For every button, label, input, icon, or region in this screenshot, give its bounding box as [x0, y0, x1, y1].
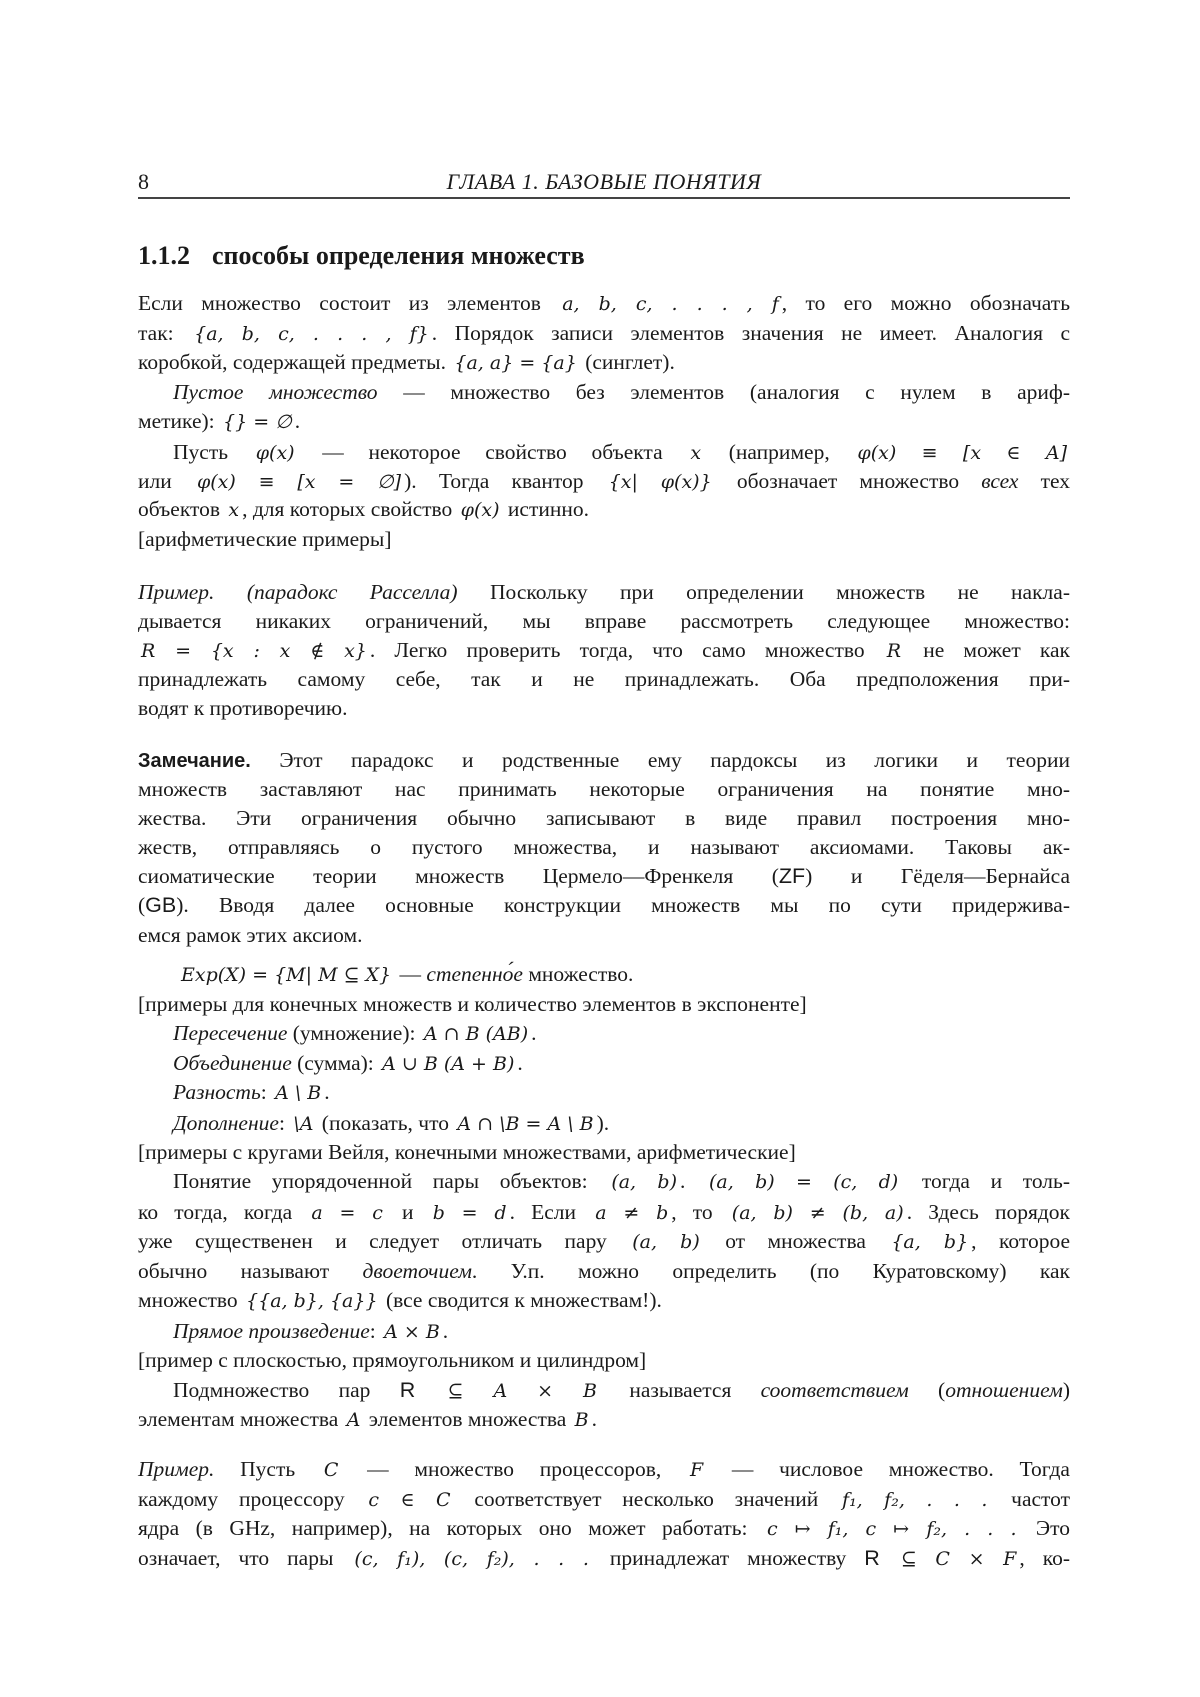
text-line: [138, 577, 1070, 607]
text-segment: принадлежат множеству: [592, 1546, 864, 1570]
text-segment: не может как: [904, 638, 1070, 662]
math-expression: ⊆ C × F: [898, 1548, 1020, 1570]
text-segment: ко тогда, когда: [138, 1200, 308, 1224]
math-expression: {a, b, c, . . . , f}: [191, 323, 432, 345]
emphasis-text: двоеточием: [363, 1259, 472, 1283]
text-segment: или: [138, 469, 194, 493]
text-segment: (: [138, 893, 145, 917]
math-expression: Exp(X) = {M| M ⊆ X}: [178, 964, 394, 986]
text-segment: множество: [138, 1288, 243, 1312]
text-segment: Если множество состоит из элементов: [138, 291, 559, 315]
math-expression: {{a, b}, {a}}: [243, 1290, 381, 1312]
text-segment: , ко-: [1019, 1546, 1070, 1570]
text-segment: называется: [600, 1378, 761, 1402]
text-line: [173, 1077, 1070, 1107]
text-line: [173, 1108, 1070, 1138]
text-line: [173, 1166, 1070, 1196]
text-line: [173, 1375, 1070, 1405]
text-segment: .: [324, 1080, 329, 1104]
text-segment: . Здесь порядок: [907, 1200, 1070, 1224]
running-title: ГЛАВА 1. БАЗОВЫЕ ПОНЯТИЯ: [138, 169, 1070, 195]
text-segment: тех: [1018, 469, 1070, 493]
text-segment: обозначает множество: [715, 469, 982, 493]
bold-label: Замечание.: [138, 750, 251, 772]
math-expression: c ∈ C: [365, 1489, 453, 1511]
math-expression: A ∩ \B = A \ B: [454, 1113, 596, 1135]
text-segment: ): [1063, 1378, 1070, 1402]
text-segment: , то: [671, 1200, 729, 1224]
text-segment: ). Тогда квантор: [404, 469, 606, 493]
text-segment: [пример с плоскостью, прямоугольником и цилиндром]: [138, 1348, 646, 1372]
text-line: [138, 989, 1070, 1019]
math-expression: a ≠ b: [592, 1202, 671, 1224]
text-line: [138, 920, 1070, 950]
text-segment: . У.п. можно определить (по Куратовскому) как: [472, 1259, 1070, 1283]
text-segment: от множества: [703, 1229, 889, 1253]
text-line: [173, 1316, 1070, 1346]
text-line: [138, 1256, 1070, 1286]
text-segment: GB: [145, 893, 176, 917]
header-rule: [138, 197, 1070, 199]
text-line: [138, 1543, 1070, 1573]
text-line: [138, 466, 1070, 496]
text-segment: (сумма):: [292, 1051, 379, 1075]
text-line: [138, 494, 1070, 524]
text-segment: — множество процессоров,: [341, 1457, 687, 1481]
emphasis-text: Пересечение: [173, 1021, 287, 1045]
text-segment: .: [295, 409, 300, 433]
text-segment: , то его можно обозначать: [782, 291, 1070, 315]
text-segment: :: [370, 1319, 381, 1343]
text-segment: — числовое множество. Тогда: [706, 1457, 1070, 1481]
text-line: [173, 1018, 1070, 1048]
text-segment: ядра (в GHz, например), на которых оно может работать:: [138, 1516, 764, 1540]
text-segment: соответствует несколько значений: [454, 1487, 839, 1511]
math-expression: {x| φ(x)}: [606, 471, 715, 493]
text-segment: ) и Гёделя—Бернайса: [805, 864, 1070, 888]
text-segment: [примеры для конечных множеств и количество элементов в экспоненте]: [138, 992, 807, 1016]
emphasis-text: соответствием: [761, 1378, 909, 1402]
text-segment: Пусть: [173, 440, 253, 464]
math-expression: (c, f₁), (c, f₂), . . .: [351, 1548, 592, 1570]
text-line: [138, 1285, 1070, 1315]
emphasis-text: степенно́е: [426, 962, 523, 986]
text-line: [138, 664, 1070, 694]
math-expression: φ(x) ≡ [x = ∅]: [194, 471, 404, 493]
text-segment: — множество без элементов (аналогия с нулем в ариф-: [378, 380, 1070, 404]
math-expression: C: [321, 1459, 342, 1481]
math-expression: x: [225, 499, 242, 521]
math-expression: (a, b): [629, 1231, 702, 1253]
text-segment: метике):: [138, 409, 220, 433]
math-expression: (a, b): [608, 1171, 680, 1193]
text-line: [138, 288, 1070, 318]
text-segment: (показать, что: [316, 1111, 454, 1135]
text-segment: ZF: [779, 864, 805, 888]
math-expression: φ(x): [458, 499, 503, 521]
math-expression: {} = ∅: [220, 411, 295, 433]
text-line: [138, 693, 1070, 723]
math-expression: (a, b) ≠ (b, a): [729, 1202, 907, 1224]
text-segment: :: [279, 1111, 290, 1135]
text-segment: обычно называют: [138, 1259, 363, 1283]
text-line: [138, 832, 1070, 862]
text-segment: принадлежать самому себе, так и не принадлежать. Оба предположения при-: [138, 667, 1070, 691]
text-segment: емся рамок этих аксиом.: [138, 923, 363, 947]
text-segment: . Порядок записи элементов значения не имеет. Аналогия с: [432, 321, 1070, 345]
text-segment: .: [592, 1407, 597, 1431]
text-line: [138, 745, 1070, 775]
emphasis-text: Пример.: [138, 1457, 214, 1481]
math-expression: F: [687, 1459, 706, 1481]
text-segment: элементов множества: [363, 1407, 571, 1431]
text-segment: [арифметические примеры]: [138, 527, 392, 551]
text-segment: Пусть: [214, 1457, 320, 1481]
text-segment: Подмножество пар: [173, 1378, 400, 1402]
math-expression: R: [884, 640, 904, 662]
text-segment: (все сводится к множествам!).: [381, 1288, 662, 1312]
text-line: [138, 1513, 1070, 1543]
text-line: [138, 774, 1070, 804]
math-expression: b = d: [430, 1202, 510, 1224]
text-segment: множеств заставляют нас принимать некоторые ограничения на понятие мно-: [138, 777, 1070, 801]
page-number: 8: [138, 169, 149, 195]
text-segment: ).: [597, 1111, 610, 1135]
text-line: [173, 377, 1070, 407]
text-segment: Это: [1019, 1516, 1070, 1540]
text-line: [138, 406, 1070, 436]
emphasis-text: Дополнение: [173, 1111, 279, 1135]
emphasis-text: отношением: [945, 1378, 1063, 1402]
math-expression: {a, b}: [888, 1231, 971, 1253]
text-segment: объектов: [138, 497, 225, 521]
text-segment: .: [517, 1051, 522, 1075]
text-segment: так:: [138, 321, 191, 345]
text-line: [138, 861, 1070, 891]
text-segment: Поскольку при определении множеств не накла-: [458, 580, 1070, 604]
section-number: 1.1.2: [138, 241, 190, 270]
text-segment: сиоматические теории множеств Цермело—Френкеля (: [138, 864, 779, 888]
math-expression: A ∩ B (AB): [421, 1023, 531, 1045]
text-line: [138, 524, 1070, 554]
text-segment: [415, 1378, 444, 1402]
math-expression: B: [572, 1409, 592, 1431]
text-segment: Понятие упорядоченной пары объектов:: [173, 1169, 608, 1193]
emphasis-text: Пустое множество: [173, 380, 378, 404]
text-line: [138, 1226, 1070, 1256]
text-line: [138, 347, 1070, 377]
text-line: [138, 803, 1070, 833]
text-segment: ). Вводя далее основные конструкции множеств мы по сути придержива-: [176, 893, 1070, 917]
text-segment: частот: [990, 1487, 1070, 1511]
emphasis-text: Прямое произведение: [173, 1319, 370, 1343]
math-expression: R = {x : x ∉ x}: [138, 640, 370, 662]
text-segment: . Легко проверить тогда, что само множество: [370, 638, 884, 662]
math-expression: {a, a} = {a}: [451, 352, 579, 374]
text-segment: .: [680, 1169, 706, 1193]
text-segment: жества. Эти ограничения обычно записывают в виде правил построения мно-: [138, 806, 1070, 830]
math-expression: ⊆ A × B: [445, 1380, 600, 1402]
text-segment: (синглет).: [580, 350, 675, 374]
text-line: [138, 1454, 1070, 1484]
text-segment: и: [386, 1200, 430, 1224]
text-line: [138, 890, 1070, 920]
text-line: [138, 1484, 1070, 1514]
text-line: [138, 1197, 1070, 1227]
math-expression: φ(x) ≡ [x ∈ A]: [854, 442, 1070, 464]
math-expression: x: [687, 442, 704, 464]
text-segment: —: [394, 962, 426, 986]
text-line: [138, 1137, 1070, 1167]
math-expression: A ∪ B (A + B): [379, 1053, 517, 1075]
text-segment: R: [400, 1378, 416, 1402]
text-segment: дывается никаких ограничений, мы вправе рассмотреть следующее множество:: [138, 609, 1070, 633]
text-segment: означает, что пары: [138, 1546, 351, 1570]
text-segment: [примеры с кругами Вейля, конечными множествами, арифметические]: [138, 1140, 796, 1164]
text-line: [138, 318, 1070, 348]
math-expression: A: [344, 1409, 364, 1431]
text-line: [173, 1048, 1070, 1078]
emphasis-text: Пример. (парадокс Расселла): [138, 580, 458, 604]
emphasis-text: Разность: [173, 1080, 261, 1104]
text-segment: элементам множества: [138, 1407, 344, 1431]
emphasis-text: всех: [981, 469, 1018, 493]
text-line: [138, 1404, 1070, 1434]
math-expression: φ(x): [253, 442, 298, 464]
text-line: [138, 635, 1070, 665]
text-segment: жеств, отправляясь о пустого множества, и называют аксиомами. Таковы ак-: [138, 835, 1070, 859]
text-segment: каждому процессору: [138, 1487, 365, 1511]
section-heading: [138, 241, 585, 271]
text-line: [178, 959, 1070, 989]
text-line: [173, 437, 1070, 467]
math-expression: \A: [290, 1113, 316, 1135]
emphasis-text: Объединение: [173, 1051, 292, 1075]
text-segment: (: [909, 1378, 945, 1402]
text-segment: (умножение):: [287, 1021, 421, 1045]
text-segment: коробкой, содержащей предметы.: [138, 350, 451, 374]
text-segment: R: [864, 1546, 880, 1570]
math-expression: c ↦ f₁, c ↦ f₂, . . .: [764, 1518, 1020, 1540]
section-title: способы определения множеств: [212, 241, 585, 270]
text-segment: истинно.: [503, 497, 589, 521]
text-segment: :: [261, 1080, 272, 1104]
math-expression: (a, b) = (c, d): [706, 1171, 901, 1193]
text-segment: тогда и толь-: [901, 1169, 1070, 1193]
text-segment: .: [443, 1319, 448, 1343]
math-expression: A \ B: [272, 1082, 324, 1104]
text-segment: водят к противоречию.: [138, 696, 347, 720]
text-segment: . Если: [510, 1200, 593, 1224]
text-segment: (например,: [704, 440, 854, 464]
math-expression: f₁, f₂, . . .: [839, 1489, 990, 1511]
math-expression: a, b, c, . . . , f: [559, 293, 782, 315]
text-segment: , для которых свойство: [242, 497, 458, 521]
text-line: [138, 606, 1070, 636]
text-segment: — некоторое свойство объекта: [298, 440, 688, 464]
math-expression: A × B: [381, 1321, 443, 1343]
text-segment: , которое: [971, 1229, 1070, 1253]
text-segment: множество.: [523, 962, 633, 986]
text-segment: Этот парадокс и родственные ему пардоксы из логики и теории: [251, 748, 1070, 772]
text-segment: .: [531, 1021, 536, 1045]
text-segment: [880, 1546, 898, 1570]
text-segment: уже существенен и следует отличать пару: [138, 1229, 629, 1253]
math-expression: a = c: [308, 1202, 386, 1224]
text-line: [138, 1345, 1070, 1375]
